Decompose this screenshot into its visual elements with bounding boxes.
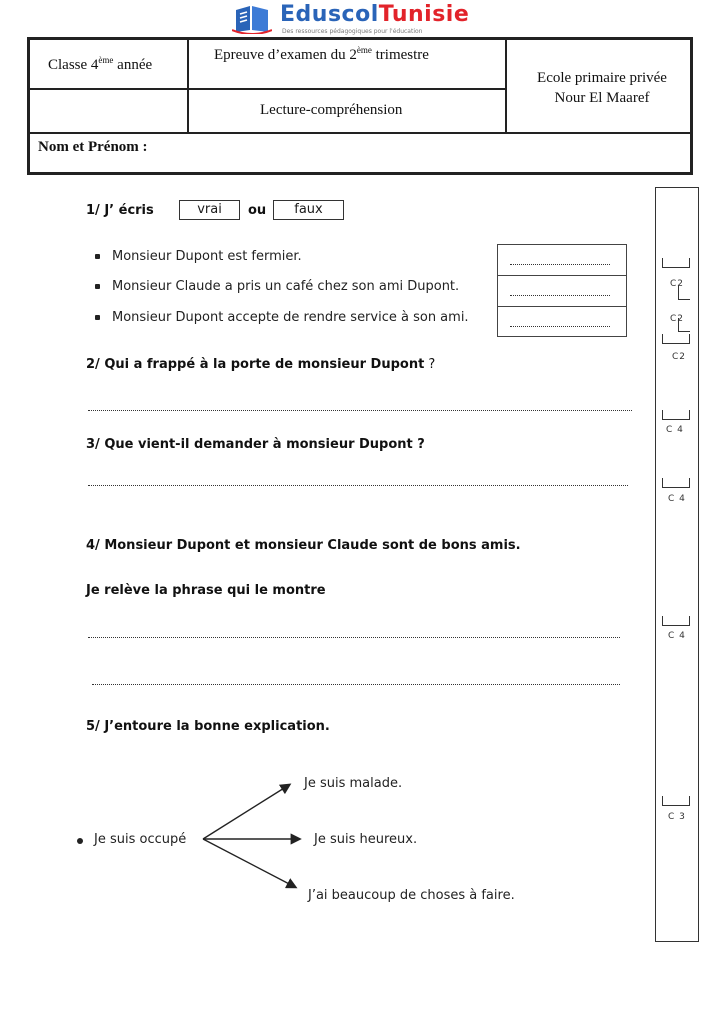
logo-part2: Tunisie	[378, 2, 470, 27]
logo-tagline: Des ressources pédagogiques pour l'éducation	[282, 28, 423, 35]
answer-field-3[interactable]	[510, 325, 610, 327]
answer-line-3[interactable]	[88, 484, 628, 486]
subject-label: Lecture-compréhension	[260, 102, 403, 118]
answer-row-divider	[498, 275, 626, 276]
answer-line-2[interactable]	[88, 409, 632, 411]
question-5-title: 5/ J’entoure la bonne explication.	[86, 719, 330, 734]
criterion-label: C 4	[668, 494, 686, 504]
statement-2: Monsieur Claude a pris un café chez son ami Dupont.	[112, 279, 460, 294]
criterion-label: C2	[670, 279, 685, 289]
source-phrase: Je suis occupé	[94, 832, 187, 847]
criterion-label: C 3	[668, 812, 686, 822]
question-3-title: 3/ Que vient-il demander à monsieur Dupont ?	[86, 437, 425, 452]
score-box	[662, 796, 690, 806]
header-divider	[30, 88, 505, 90]
option-true-box: vrai	[179, 200, 240, 220]
logo-text	[280, 2, 469, 27]
score-column	[655, 187, 699, 942]
score-box	[678, 286, 690, 300]
eduscol-logo	[232, 2, 502, 36]
school-name: Ecole primaire privée Nour El Maaref	[537, 70, 667, 106]
header-divider	[505, 40, 507, 132]
criterion-label: C2	[670, 314, 685, 324]
bullet	[77, 838, 83, 844]
answer-line-4a[interactable]	[88, 636, 620, 638]
question-4-title: 4/ Monsieur Dupont et monsieur Claude sont de bons amis.	[86, 538, 521, 553]
bullet	[95, 315, 100, 320]
bullet	[95, 284, 100, 289]
book-logo-icon	[232, 4, 272, 34]
score-box	[662, 258, 690, 268]
name-label: Nom et Prénom :	[38, 139, 148, 155]
option-false-box: faux	[273, 200, 344, 220]
score-box	[662, 410, 690, 420]
score-box	[662, 334, 690, 344]
statement-3: Monsieur Dupont accepte de rendre service à son ami.	[112, 310, 469, 325]
branch-arrows	[195, 775, 315, 895]
or-label: ou	[248, 203, 267, 218]
option-2[interactable]: Je suis heureux.	[314, 832, 418, 847]
arrow-to-option-3	[203, 839, 295, 887]
answer-field-1[interactable]	[510, 263, 610, 265]
answer-field-2[interactable]	[510, 294, 610, 296]
header-divider	[187, 40, 189, 132]
exam-label: Epreuve d’examen du 2ème trimestre	[214, 45, 429, 63]
criterion-label: C2	[672, 352, 687, 362]
logo-part1: Eduscol	[280, 2, 379, 27]
answer-line-4b[interactable]	[92, 683, 620, 685]
score-box	[662, 616, 690, 626]
criterion-label: C 4	[668, 631, 686, 641]
option-3[interactable]: J’ai beaucoup de choses à faire.	[308, 888, 515, 903]
score-box	[662, 478, 690, 488]
criterion-label: C 4	[666, 425, 684, 435]
question-2-title: 2/ Qui a frappé à la porte de monsieur Dupont ?	[86, 357, 436, 372]
header-table	[27, 37, 693, 175]
header-divider	[30, 132, 690, 134]
score-box	[678, 318, 690, 332]
statement-1: Monsieur Dupont est fermier.	[112, 249, 302, 264]
answer-row-divider	[498, 306, 626, 307]
true-false-answer-boxes	[497, 244, 627, 337]
question-4-subtitle: Je relève la phrase qui le montre	[86, 583, 326, 598]
bullet	[95, 254, 100, 259]
option-1[interactable]: Je suis malade.	[304, 776, 403, 791]
arrow-to-option-1	[203, 785, 289, 839]
question-1-title: 1/ J’ écris	[86, 203, 154, 218]
class-label: Classe 4ème année	[48, 55, 153, 73]
